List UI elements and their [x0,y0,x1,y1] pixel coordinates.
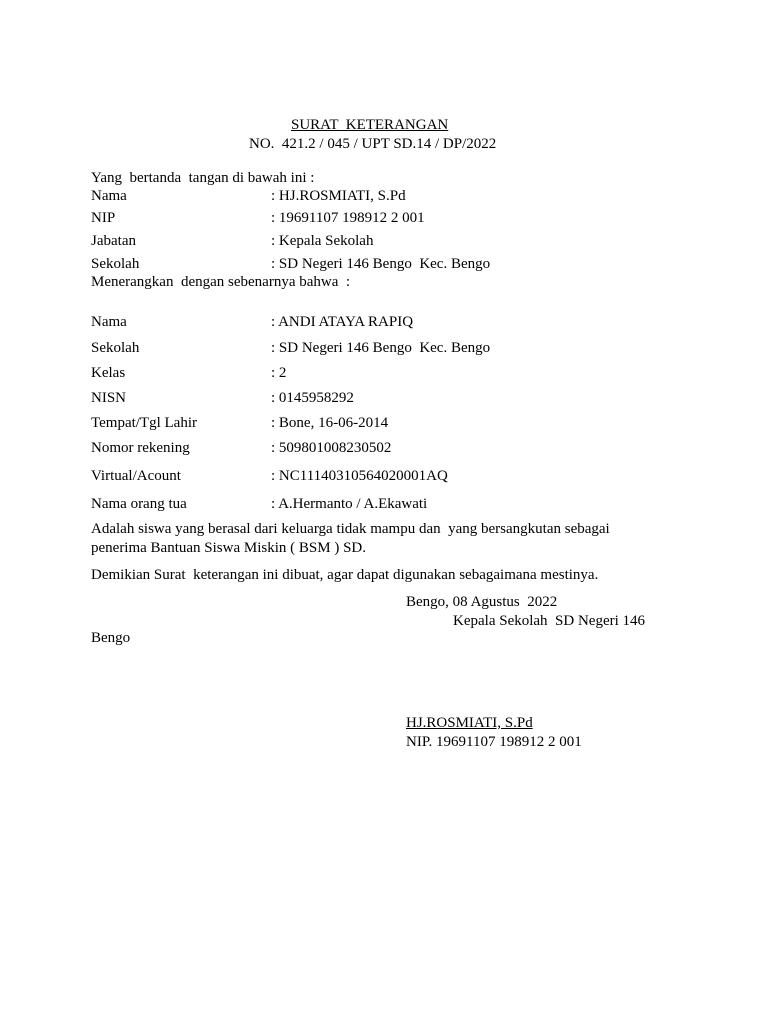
body-line-1: Adalah siswa yang berasal dari keluarga tidak mampu dan yang bersangkutan sebagai [91,521,610,537]
signer-school-value: : SD Negeri 146 Bengo Kec. Bengo [271,256,491,272]
signature-name: HJ.ROSMIATI, S.Pd [406,715,533,731]
student-school-label: Sekolah [91,340,140,356]
document-title: SURAT KETERANGAN [291,117,449,133]
student-birth-label: Tempat/Tgl Lahir [91,415,197,431]
intro-text: Yang bertanda tangan di bawah ini : [91,170,315,186]
document-number: NO. 421.2 / 045 / UPT SD.14 / DP/2022 [249,136,497,152]
student-parent-value: : A.Hermanto / A.Ekawati [271,496,428,512]
body-line-2: penerima Bantuan Siswa Miskin ( BSM ) SD. [91,540,366,556]
signer-name-value: : HJ.ROSMIATI, S.Pd [271,188,406,204]
signature-nip: NIP. 19691107 198912 2 001 [406,734,582,750]
student-class-label: Kelas [91,365,126,381]
signer-school-label: Sekolah [91,256,140,272]
signer-position: Kepala Sekolah SD Negeri 146 [453,613,646,629]
student-name-value: : ANDI ATAYA RAPIQ [271,314,414,330]
student-account-label: Nomor rekening [91,440,190,456]
student-school-value: : SD Negeri 146 Bengo Kec. Bengo [271,340,491,356]
student-virtual-label: Virtual/Acount [91,468,181,484]
student-birth-value: : Bone, 16-06-2014 [271,415,389,431]
signer-position-cont: Bengo [91,630,131,646]
student-nisn-value: : 0145958292 [271,390,354,406]
signer-name-label: Nama [91,188,127,204]
student-parent-label: Nama orang tua [91,496,187,512]
signer-nip-label: NIP [91,210,116,226]
signer-position-label: Jabatan [91,233,136,249]
place-date: Bengo, 08 Agustus 2022 [406,594,558,610]
student-name-label: Nama [91,314,127,330]
closing-text: Demikian Surat keterangan ini dibuat, agar dapat digunakan sebagaimana mestinya. [91,567,599,583]
student-class-value: : 2 [271,365,287,381]
student-virtual-value: : NC11140310564020001AQ [271,468,448,484]
signer-nip-value: : 19691107 198912 2 001 [271,210,425,226]
student-account-value: : 509801008230502 [271,440,392,456]
signer-position-value: : Kepala Sekolah [271,233,374,249]
statement-text: Menerangkan dengan sebenarnya bahwa : [91,274,351,290]
student-nisn-label: NISN [91,390,127,406]
